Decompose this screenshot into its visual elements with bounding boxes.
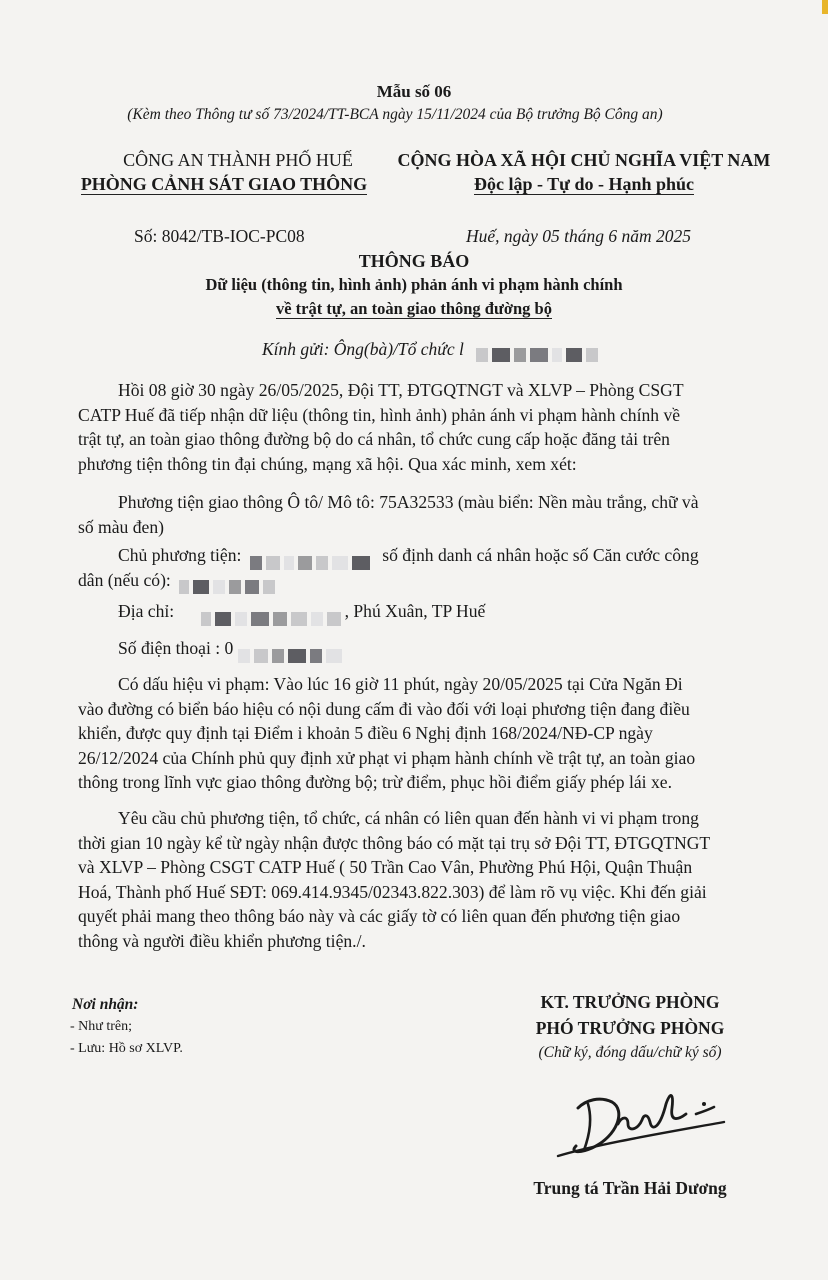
national-title: CỘNG HÒA XÃ HỘI CHỦ NGHĨA VIỆT NAM (397, 150, 771, 170)
notice-subtitle-2 (0, 299, 828, 319)
paragraph-address (78, 599, 760, 624)
paragraph-line: Hoá, Thành phố Huế SĐT: 069.414.9345/02343.822.303) để làm rõ vụ việc. Khi đến giải (78, 881, 707, 902)
owner-label: Chủ phương tiện: (118, 545, 242, 565)
document-number: Số: 8042/TB-IOC-PC08 (134, 226, 305, 246)
owner-line (78, 543, 760, 568)
paragraph-line: và XLVP – Phòng CSGT CATP Huế ( 50 Trần Cao Vân, Phường Phú Hội, Quận Thuận (78, 857, 693, 877)
paragraph-line: khiển, được quy định tại Điểm i khoản 5 điều 6 Nghị định 168/2024/NĐ-CP ngày (78, 723, 653, 743)
paragraph-line: số màu đen) (78, 516, 164, 537)
paragraph-line: Phương tiện giao thông Ô tô/ Mô tô: 75A32533 (màu biển: Nền màu trắng, chữ và (118, 492, 699, 512)
paragraph-line: Hồi 08 giờ 30 ngày 26/05/2025, Đội TT, ĐTGQTNGT và XLVP – Phòng CSGT (118, 380, 684, 400)
issuing-department-text: PHÒNG CẢNH SÁT GIAO THÔNG (80, 174, 368, 194)
redacted-owner-name (250, 549, 374, 565)
corner-mark (822, 0, 828, 14)
phone-label: Số điện thoại : 0 (118, 638, 234, 658)
recipient-item: - Như trên; (70, 1019, 133, 1034)
redacted-recipient (476, 343, 602, 359)
signature-note: (Chữ ký, đóng dấu/chữ ký số) (538, 1044, 722, 1061)
paragraph-vehicle (78, 490, 760, 539)
form-reference: (Kèm theo Thông tư số 73/2024/TT-BCA ngày 15/11/2024 của Bộ trưởng Bộ Công an) (127, 106, 663, 123)
paragraph-violation (78, 672, 760, 795)
handwritten-signature (548, 1074, 738, 1164)
issuing-department (70, 174, 378, 195)
owner-id-label-2: dân (nếu có): (78, 569, 171, 590)
owner-id-label: số định danh cá nhân hoặc số Căn cước công (382, 545, 699, 565)
redacted-phone (238, 642, 346, 658)
address-label: Địa chỉ: (118, 601, 175, 621)
paragraph-phone (78, 636, 760, 661)
recipient-label: Kính gửi: Ông(bà)/Tổ chức l (262, 339, 464, 359)
notice-title: THÔNG BÁO (358, 251, 470, 271)
redacted-owner-id (179, 573, 279, 589)
paragraph-line: quyết phải mang theo thông báo này và các giấy tờ có liên quan đến phương tiện giao (78, 906, 681, 926)
paragraph-owner (78, 543, 760, 592)
signer-role-2: PHÓ TRƯỞNG PHÒNG (535, 1018, 725, 1038)
paragraph-line: thời gian 10 ngày kể từ ngày nhận được thông báo có mặt tại trụ sở Đội TT, ĐTGQTNGT (78, 832, 711, 853)
recipient-item: - Lưu: Hồ sơ XLVP. (70, 1041, 183, 1056)
paragraph-line: phương tiện thông tin đại chúng, mạng xã hội. Qua xác minh, xem xét: (78, 453, 577, 474)
notice-subtitle-1: Dữ liệu (thông tin, hình ảnh) phản ánh vi phạm hành chính (205, 275, 623, 294)
paragraph-line: vào đường có biển báo hiệu có nội dung cấm đi vào đối với loại phương tiện đang điều (78, 698, 690, 719)
paragraph-line: Yêu cầu chủ phương tiện, tổ chức, cá nhân có liên quan đến hành vi vi phạm trong (118, 808, 699, 828)
paragraph-line: thông trong lĩnh vực giao thông đường bộ; trừ điểm, phục hồi điểm giấy phép lái xe. (78, 772, 672, 792)
paragraph-line: Có dấu hiệu vi phạm: Vào lúc 16 giờ 11 phút, ngày 20/05/2025 tại Cửa Ngăn Đi (118, 674, 683, 694)
phone-line (78, 636, 760, 661)
paragraph-line: thông và người điều khiển phương tiện./. (78, 930, 366, 951)
signer-name: Trung tá Trần Hải Dương (533, 1178, 727, 1198)
national-motto (388, 174, 780, 195)
recipient-line (262, 339, 602, 360)
place-date: Huế, ngày 05 tháng 6 năm 2025 (466, 226, 692, 246)
paragraph-line: 26/12/2024 của Chính phủ quy định xử phạt vi phạm hành chính về trật tự, an toàn giao (78, 747, 696, 768)
address-tail: , Phú Xuân, TP Huế (344, 601, 486, 621)
owner-id-line (78, 568, 760, 593)
form-number: Mẫu số 06 (376, 82, 452, 101)
address-line (78, 599, 760, 624)
paragraph-line: CATP Huế đã tiếp nhận dữ liệu (thông tin, hình ảnh) phản ánh vi phạm hành chính về (78, 404, 681, 425)
paragraph-line: trật tự, an toàn giao thông đường bộ do cá nhân, tổ chức cung cấp hoặc đăng tải trên (78, 429, 670, 449)
signer-role-1: KT. TRƯỞNG PHÒNG (540, 992, 720, 1012)
national-motto-text: Độc lập - Tự do - Hạnh phúc (473, 174, 695, 194)
notice-subtitle-2-text: về trật tự, an toàn giao thông đường bộ (275, 299, 552, 318)
issuing-agency: CÔNG AN THÀNH PHỐ HUẾ (123, 150, 353, 170)
redacted-address (201, 605, 345, 621)
paragraph-request (78, 806, 760, 953)
paragraph-receipt (78, 378, 760, 476)
recipients-label: Nơi nhận: (72, 996, 139, 1013)
